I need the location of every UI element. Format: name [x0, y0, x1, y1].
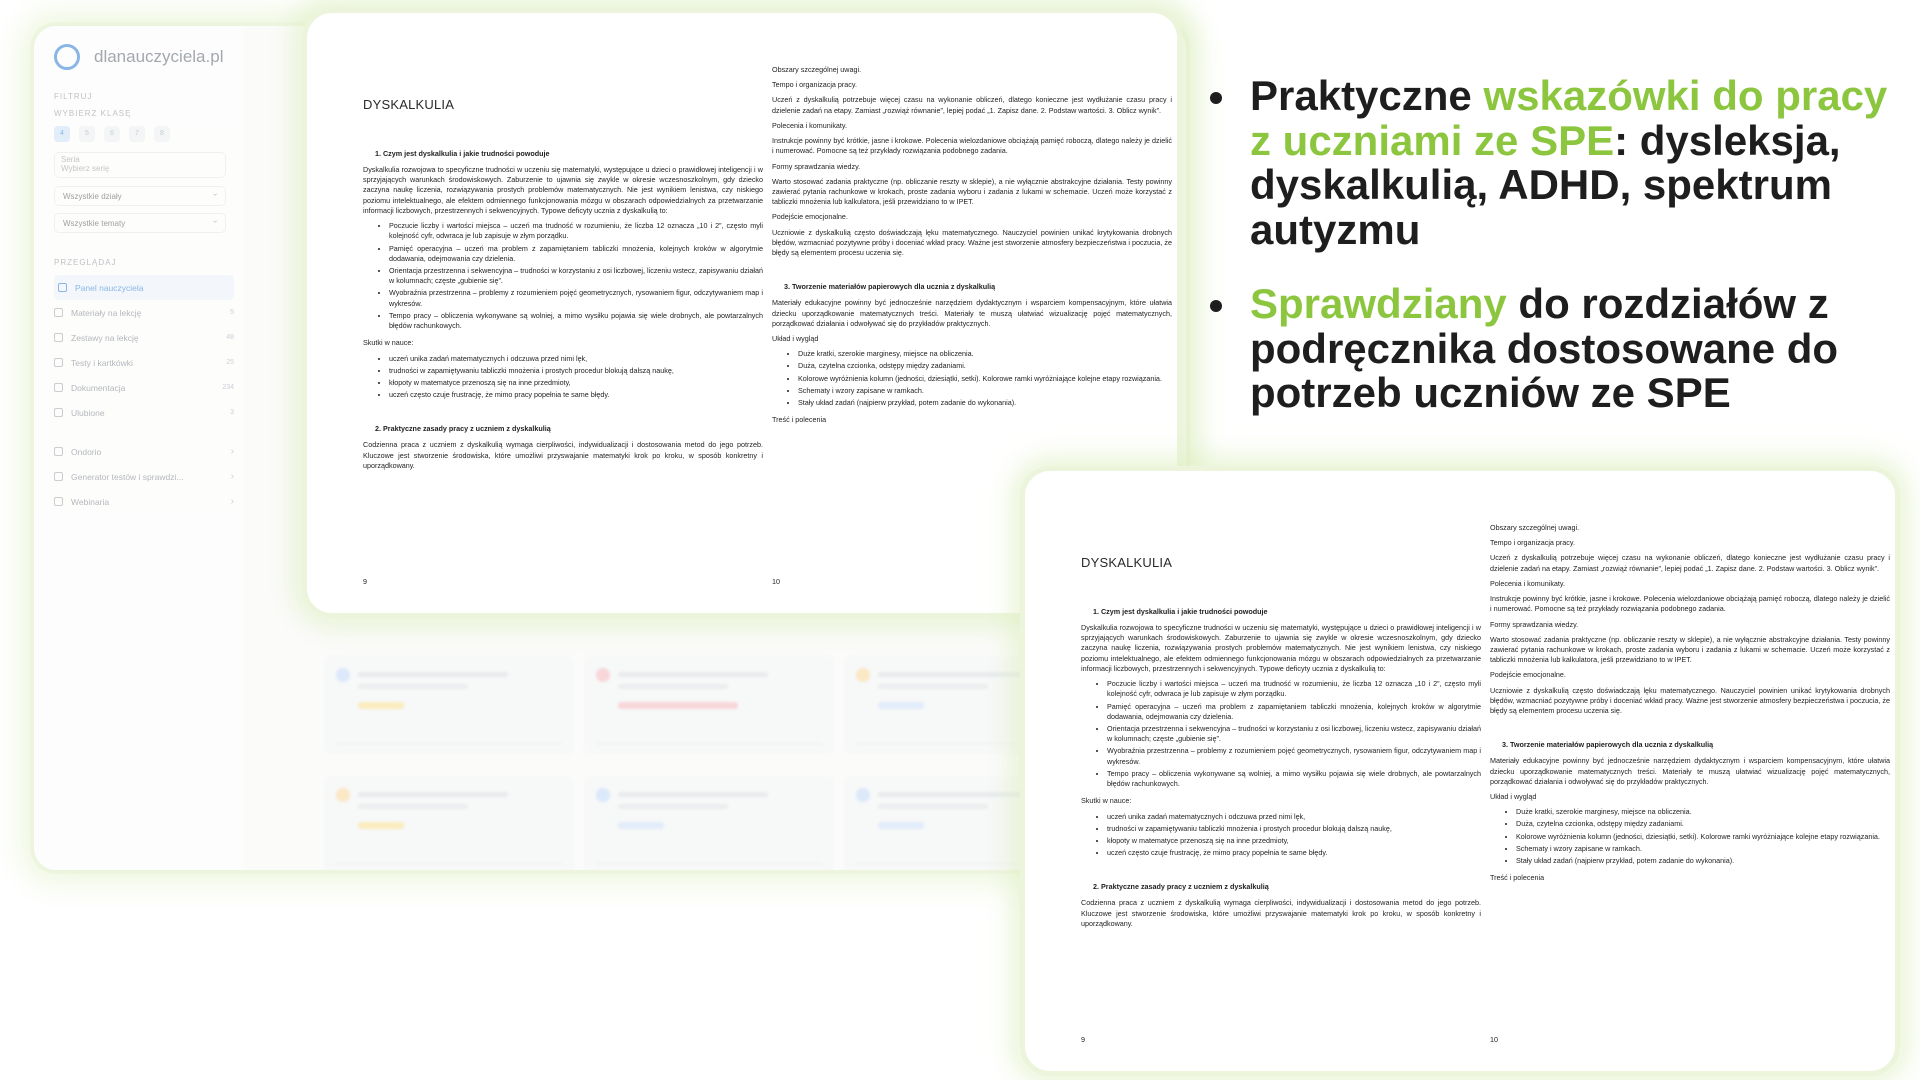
sidebar-item-tests[interactable] — [54, 350, 234, 375]
content-tile[interactable] — [584, 776, 834, 874]
classes-label: WYBIERZ KLASĘ — [54, 109, 132, 118]
list-item: • Tempo pracy – obliczenia wykonywane są wolniej, a mimo wysiłku pojawia się wiele drobnych, ale powtarzalnych błędów rachunkowych. — [389, 311, 763, 331]
list-item: • Schematy i wzory zapisane w ramkach. — [798, 386, 1172, 396]
tile-badge — [358, 822, 404, 829]
doc-paragraph: Instrukcje powinny być krótkie, jasne i krokowe. Polecenia wielozdaniowe obciążają pamięć roboczą, dlatego należy je dzielić i numerować. Pomocne są też przykłady rozwiązania podobnego zadania. — [1490, 594, 1890, 614]
doc-heading: 2. Praktyczne zasady pracy z uczniem z dyskalkulią — [1093, 882, 1269, 892]
doc-list-effects — [1107, 812, 1481, 859]
headline-highlight: wskazówki do pracy z uczniami ze SPE — [1250, 72, 1888, 164]
list-item: • uczeń unika zadań matematycznych i odczuwa przed nimi lęk, — [1107, 812, 1481, 822]
sidebar-item-count: 234 — [222, 384, 234, 391]
sidebar-item-count: 25 — [226, 359, 234, 366]
sidebar-item-count: 48 — [226, 334, 234, 341]
tile-footer — [596, 863, 822, 864]
nav-divider — [54, 425, 234, 439]
logo[interactable] — [54, 44, 223, 70]
list-item: • kłopoty w matematyce przenoszą się na inne przedmioty, — [389, 378, 763, 388]
doc-paragraph: Instrukcje powinny być krótkie, jasne i krokowe. Polecenia wielozdaniowe obciążają pamięć roboczą, dlatego należy je dzielić i numerować. Pomocne są też przykłady rozwiązania podobnego zadania. — [772, 136, 1172, 156]
sidebar-item-count: 5 — [230, 309, 234, 316]
doc-title: DYSKALKULIA — [1081, 555, 1173, 570]
class-chip[interactable]: 5 — [79, 126, 95, 142]
list-item: • Stały układ zadań (najpierw przykład, potem zadanie do wykonania). — [798, 398, 1172, 408]
doc-subheading: Podejście emocjonalne. — [772, 212, 848, 222]
chevron-right-icon: › — [230, 496, 234, 507]
content-tile[interactable] — [324, 776, 574, 874]
doc-heading: 3. Tworzenie materiałów papierowych dla ucznia z dyskalkulią — [784, 282, 996, 292]
sidebar-item-sets[interactable] — [54, 325, 234, 350]
sidebar-item-docs[interactable] — [54, 375, 234, 400]
section-select[interactable]: Wszystkie działy › — [54, 186, 226, 206]
doc-subheading: Tempo i organizacja pracy. — [772, 80, 857, 90]
list-item: • uczeń często czuje frustrację, że mimo pracy popełnia te same błędy. — [389, 390, 763, 400]
sidebar-item-label: Materiały na lekcję — [71, 307, 142, 318]
doc-paragraph: Warto stosować zadania praktyczne (np. obliczanie reszty w sklepie), a nie wyłącznie abstrakcyjne działania. Testy powinny zawierać pytania rachunkowe w krokach, proste zadania wyboru i zadania z lukami w schemacie. Uczeń może korzystać z tabliczki mnożenia lub kalkulatora, jeśli przewidziano to w IPET. — [772, 176, 1172, 207]
sidebar-item-panel[interactable] — [54, 275, 234, 300]
document-page-left — [363, 13, 763, 613]
list-item: • Tempo pracy – obliczenia wykonywane są wolniej, a mimo wysiłku pojawia się wiele drobnych, ale powtarzalnych błędów rachunkowych. — [1107, 769, 1481, 789]
doc-subheading: Skutki w nauce: — [1081, 796, 1132, 806]
filters-label: FILTRUJ — [54, 92, 93, 101]
tile-line — [878, 672, 1028, 677]
filters-panel — [54, 92, 226, 240]
list-item: • uczeń unika zadań matematycznych i odczuwa przed nimi lęk, — [389, 354, 763, 364]
class-chip[interactable]: 4 — [54, 126, 70, 142]
list-item: • Pamięć operacyjna – uczeń ma problem z zapamiętaniem tabliczki mnożenia, kolejnych kroków w algorytmie dodawania, odejmowania czy dzielenia. — [1107, 702, 1481, 722]
doc-list-effects — [389, 354, 763, 401]
list-item: • Poczucie liczby i wartości miejsca – uczeń ma trudność w rozumieniu, że liczba 12 oznacza „10 i 2”, często myli kolejność cyfr, odwraca je lub zapisuje w złym porządku. — [1107, 679, 1481, 699]
sidebar-item-label: Ulubione — [71, 407, 105, 418]
sidebar-item-materials[interactable] — [54, 300, 234, 325]
doc-paragraph: Uczniowie z dyskalkulią często doświadczają lęku matematycznego. Nauczyciel powinien unikać krytykowania drobnych błędów, wzmacniać pozytywne próby i doceniać wkład pracy. Ważne jest stworzenie atmosfery bezpieczeństwa i poczucia, że błędy są elementem procesu uczenia się. — [1490, 685, 1890, 716]
tile-footer — [336, 863, 562, 864]
sidebar-item-label: Zestawy na lekcję — [71, 332, 139, 343]
doc-heading: 2. Praktyczne zasady pracy z uczniem z dyskalkulią — [375, 424, 551, 434]
doc-heading: 1. Czym jest dyskalkulia i jakie trudności powoduje — [1093, 607, 1268, 616]
doc-paragraph: Warto stosować zadania praktyczne (np. obliczanie reszty w sklepie), a nie wyłącznie abstrakcyjne działania. Testy powinny zawierać pytania rachunkowe w krokach, proste zadania wyboru i zadania z lukami w schemacie. Uczeń może korzystać z tabliczki mnożenia lub kalkulatora, jeśli przewidziano to w IPET. — [1490, 634, 1890, 665]
list-item: • Pamięć operacyjna – uczeń ma problem z zapamiętaniem tabliczki mnożenia, kolejnych kroków w algorytmie dodawania, odejmowania czy dzielenia. — [389, 244, 763, 264]
doc-paragraph: Materiały edukacyjne powinny być jednocześnie narzędziem dydaktycznym i wsparciem kompensacyjnym, które ułatwia dziecku uporządkowanie matematycznych treści. Materiały te muszą ułatwiać wizualizację pojęć matematycznych, porządkować działania i odwoływać się do przykładów praktycznych. — [772, 298, 1172, 328]
page-number: 9 — [363, 577, 367, 586]
tile-line — [618, 792, 768, 797]
tile-icon — [336, 668, 350, 682]
doc-subheading: Formy sprawdzania wiedzy. — [1490, 619, 1579, 629]
heart-icon — [54, 408, 63, 417]
list-item: • Duża, czytelna czcionka, odstępy między zadaniami. — [1516, 819, 1890, 829]
content-tile[interactable] — [584, 656, 834, 754]
chevron-right-icon: › — [230, 471, 234, 482]
sidebar-item-count: 3 — [230, 409, 234, 416]
tile-badge — [878, 822, 924, 829]
headline-highlight: Sprawdziany — [1250, 280, 1507, 328]
tile-footer — [596, 743, 822, 744]
monitor-icon — [54, 333, 63, 342]
doc-list-deficits — [389, 221, 763, 331]
doc-subheading: Treść i polecenia — [772, 415, 827, 425]
page-number: 10 — [1490, 1035, 1498, 1044]
headline-bullet-guides — [1210, 74, 1910, 252]
topic-select[interactable]: Wszystkie tematy › — [54, 213, 226, 233]
tile-badge — [878, 702, 924, 709]
doc-subheading: Układ i wygląd — [772, 333, 819, 343]
tile-line — [878, 684, 988, 689]
tile-line — [618, 684, 728, 689]
doc-paragraph: Uczniowie z dyskalkulią często doświadczają lęku matematycznego. Nauczyciel powinien unikać krytykowania drobnych błędów, wzmacniać pozytywne próby i doceniać wkład pracy. Ważne jest stworzenie atmosfery bezpieczeństwa i poczucia, że błędy są elementem procesu uczenia się. — [772, 227, 1172, 258]
tile-line — [878, 804, 988, 809]
tile-badge — [618, 822, 664, 829]
doc-title: DYSKALKULIA — [363, 97, 455, 112]
tile-line — [358, 672, 508, 677]
tile-line — [618, 804, 728, 809]
bullet-dot-icon — [1210, 300, 1222, 312]
class-chip[interactable]: 6 — [104, 126, 120, 142]
logo-text: dlanauczyciela.pl — [94, 47, 224, 66]
sidebar-item-label: Testy i kartkówki — [71, 357, 133, 368]
list-item: • trudności w zapamiętywaniu tabliczki mnożenia i prostych procedur blokują dalszą naukę, — [389, 366, 763, 376]
series-label: Seria — [61, 155, 80, 164]
tile-badge — [358, 702, 404, 709]
list-item: • Duże kratki, szerokie marginesy, miejsce na obliczenia. — [798, 349, 1172, 359]
list-item: • Schematy i wzory zapisane w ramkach. — [1516, 844, 1890, 854]
list-item: • Wyobraźnia przestrzenna – problemy z rozumieniem pojęć geometrycznych, rysowaniem figur, odczytywaniem map i wykresów. — [389, 288, 763, 308]
headline-text: do rozdziałów z podręcznika dostosowane do potrzeb uczniów ze SPE — [1250, 280, 1839, 417]
page-number: 10 — [772, 577, 780, 586]
doc-list-layout — [1516, 807, 1890, 866]
class-selector — [54, 126, 226, 142]
tile-line — [358, 684, 468, 689]
sidebar-item-favorites[interactable] — [54, 400, 234, 425]
list-item: • uczeń często czuje frustrację, że mimo pracy popełnia te same błędy. — [1107, 848, 1481, 858]
nav-label: PRZEGLĄDAJ — [54, 258, 117, 267]
nowa-era-logo-icon — [54, 44, 80, 70]
doc-list-deficits — [1107, 679, 1481, 789]
tile-line — [358, 792, 508, 797]
doc-paragraph: Obszary szczególnej uwagi. — [772, 65, 862, 74]
bullet-dot-icon — [1210, 92, 1222, 104]
doc-heading: 3. Tworzenie materiałów papierowych dla ucznia z dyskalkulią — [1502, 740, 1714, 750]
grid-icon — [58, 283, 67, 292]
doc-paragraph: Uczeń z dyskalkulią potrzebuje więcej czasu na wykonanie obliczeń, dlatego konieczne jest wydłużanie czasu pracy i dzielenie zadań na etapy. Zamiast „rozwiąż równanie”, lepiej podać „1. Zapisz dane. 2. Podstaw wartości. 3. Oblicz wynik”. — [1490, 553, 1890, 573]
headline-text: : dysleksja, dyskalkulią, ADHD, spektrum autyzmu — [1250, 116, 1841, 253]
doc-paragraph: Codzienna praca z uczniem z dyskalkulią wymaga cierpliwości, indywidualizacji i dostosowania metod do jego potrzeb. Kluczowe jest stworzenie środowiska, które umożliwi przyswajanie matematyki krok po kroku, w sposób konkretny i uporządkowany. — [363, 440, 763, 470]
class-chip[interactable]: 7 — [129, 126, 145, 142]
database-icon — [54, 383, 63, 392]
image-icon — [54, 308, 63, 317]
doc-subheading: Skutki w nauce: — [363, 338, 414, 348]
page-number: 9 — [1081, 1035, 1085, 1044]
tile-icon — [856, 668, 870, 682]
sidebar-item-label: Generator testów i sprawdzi... — [71, 471, 184, 482]
doc-paragraph: Codzienna praca z uczniem z dyskalkulią wymaga cierpliwości, indywidualizacji i dostosowania metod do jego potrzeb. Kluczowe jest stworzenie środowiska, które umożliwi przyswajanie matematyki krok po kroku, w sposób konkretny i uporządkowany. — [1081, 898, 1481, 928]
tile-badge — [618, 702, 738, 709]
doc-heading: 1. Czym jest dyskalkulia i jakie trudności powoduje — [375, 149, 550, 158]
doc-list-layout — [798, 349, 1172, 408]
chevron-right-icon: › — [230, 446, 234, 457]
list-item: • Duże kratki, szerokie marginesy, miejsce na obliczenia. — [1516, 807, 1890, 817]
class-chip[interactable]: 8 — [154, 126, 170, 142]
doc-subheading: Polecenia i komunikaty. — [1490, 578, 1565, 588]
doc-paragraph: Uczeń z dyskalkulią potrzebuje więcej czasu na wykonanie obliczeń, dlatego konieczne jest wydłużanie czasu pracy i dzielenie zadań na etapy. Zamiast „rozwiąż równanie”, lepiej podać „1. Zapisz dane. 2. Podstaw wartości. 3. Oblicz wynik”. — [772, 95, 1172, 115]
doc-paragraph: Obszary szczególnej uwagi. — [1490, 523, 1580, 532]
doc-subheading: Polecenia i komunikaty. — [772, 120, 847, 130]
list-item: • Stały układ zadań (najpierw przykład, potem zadanie do wykonania). — [1516, 856, 1890, 866]
sidebar-item-generator[interactable] — [54, 464, 234, 489]
doc-paragraph: Materiały edukacyjne powinny być jednocześnie narzędziem dydaktycznym i wsparciem kompensacyjnym, które ułatwia dziecku uporządkowanie matematycznych treści. Materiały te muszą ułatwiać wizualizację pojęć matematycznych, porządkować działania i odwoływać się do przykładów praktycznych. — [1490, 756, 1890, 786]
tile-icon — [596, 788, 610, 802]
list-item: • Wyobraźnia przestrzenna – problemy z rozumieniem pojęć geometrycznych, rysowaniem figur, odczytywaniem map i wykresów. — [1107, 746, 1481, 766]
list-item: • Poczucie liczby i wartości miejsca – uczeń ma trudność w rozumieniu, że liczba 12 oznacza „10 i 2”, często myli kolejność cyfr, odwraca je lub zapisuje w złym porządku. — [389, 221, 763, 241]
clipboard-icon — [54, 472, 63, 481]
tile-icon — [336, 788, 350, 802]
sidebar-item-webinars[interactable] — [54, 489, 234, 514]
doc-paragraph: Dyskalkulia rozwojowa to specyficzne trudności w uczeniu się matematyki, występujące u dzieci o prawidłowej inteligencji i w sprzyjających warunkach środowiskowych. Zaburzenie to ujawnia się zwykle w okresie wczesnoszkolnym, gdy dziecko zaczyna naukę liczenia, rozwiązywania prostych problemów matematycznych. Nie jest wynikiem lenistwa, czy niskiego poziomu intelektualnego, ale efektem odmiennego funkcjonowania mózgu w obszarach odpowiedzialnych za przetwarzanie informacji liczbowych, przestrzennych i sekwencyjnych. Typowe deficyty ucznia z dyskalkulią to: — [363, 165, 763, 215]
tile-icon — [856, 788, 870, 802]
doc-subheading: Podejście emocjonalne. — [1490, 670, 1566, 680]
doc-paragraph: Dyskalkulia rozwojowa to specyficzne trudności w uczeniu się matematyki, występujące u dzieci o prawidłowej inteligencji i w sprzyjających warunkach środowiskowych. Zaburzenie to ujawnia się zwykle w okresie wczesnoszkolnym, gdy dziecko zaczyna naukę liczenia, rozwiązywania prostych problemów matematycznych. Nie jest wynikiem lenistwa, czy niskiego poziomu intelektualnego, ale efektem odmiennego funkcjonowania mózgu w obszarach odpowiedzialnych za przetwarzanie informacji liczbowych, przestrzennych i sekwencyjnych. Typowe deficyty ucznia z dyskalkulią to: — [1081, 623, 1481, 673]
list-item: • Kolorowe wyróżnienia kolumn (jedności, dziesiątki, setki). Kolorowe ramki wyróżniające kolejne etapy rozwiązania. — [1516, 832, 1890, 842]
series-placeholder: Wybierz serię — [61, 164, 110, 173]
tile-line — [618, 672, 768, 677]
content-tile[interactable] — [324, 656, 574, 754]
doc-subheading: Tempo i organizacja pracy. — [1490, 538, 1575, 548]
document-icon — [54, 358, 63, 367]
sidebar-nav — [54, 258, 234, 514]
list-item: • Orientacja przestrzenna i sekwencyjna – trudności w korzystaniu z osi liczbowej, liczeniu wstecz, zapisywaniu działań w kolumnach; częste „gubienie się”. — [389, 266, 763, 286]
sidebar-item-label: Panel nauczyciela — [75, 282, 144, 293]
list-item: • kłopoty w matematyce przenoszą się na inne przedmioty, — [1107, 836, 1481, 846]
document-page-right — [1490, 471, 1890, 1071]
doc-subheading: Formy sprawdzania wiedzy. — [772, 161, 861, 171]
video-icon — [54, 497, 63, 506]
list-item: • Duża, czytelna czcionka, odstępy między zadaniami. — [798, 361, 1172, 371]
document-page-left — [1081, 471, 1481, 1071]
sidebar-item-label: Ondorio — [71, 446, 102, 457]
tile-line — [358, 804, 468, 809]
headline-bullet-tests — [1210, 282, 1910, 416]
tile-line — [878, 792, 1028, 797]
list-item: • Orientacja przestrzenna i sekwencyjna – trudności w korzystaniu z osi liczbowej, liczeniu wstecz, zapisywaniu działań w kolumnach; częste „gubienie się”. — [1107, 724, 1481, 744]
book-icon — [54, 447, 63, 456]
headline-text: Praktyczne — [1250, 72, 1484, 119]
headline-bullets — [1210, 74, 1910, 446]
doc-subheading: Układ i wygląd — [1490, 791, 1537, 801]
list-item: • Kolorowe wyróżnienia kolumn (jedności, dziesiątki, setki). Kolorowe ramki wyróżniające kolejne etapy rozwiązania. — [798, 374, 1172, 384]
app-sidebar — [34, 26, 244, 870]
document-spread-bottom — [1020, 466, 1900, 1076]
doc-subheading: Treść i polecenia — [1490, 873, 1545, 883]
list-item: • trudności w zapamiętywaniu tabliczki mnożenia i prostych procedur blokują dalszą naukę, — [1107, 824, 1481, 834]
tile-icon — [596, 668, 610, 682]
series-field[interactable] — [54, 152, 226, 178]
sidebar-item-label: Webinaria — [71, 496, 110, 507]
sidebar-item-label: Dokumentacja — [71, 382, 126, 393]
sidebar-item-ondorio[interactable] — [54, 439, 234, 464]
tile-footer — [336, 743, 562, 744]
